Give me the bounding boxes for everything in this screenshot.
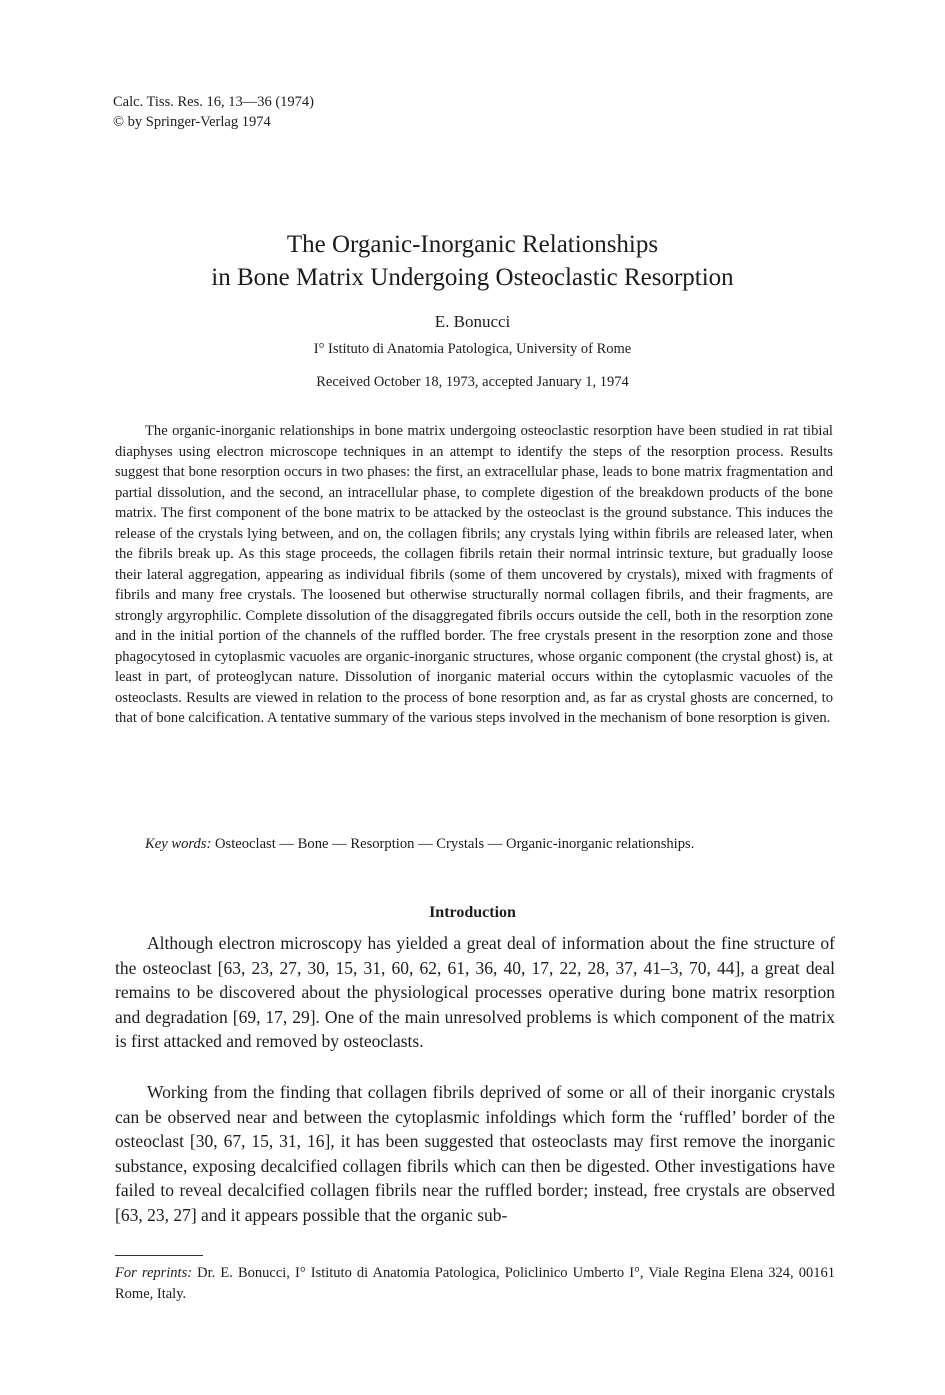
- keywords-label: Key words:: [145, 836, 212, 852]
- journal-header: [113, 92, 314, 132]
- keywords-text: Osteoclast — Bone — Resorption — Crystals — Organic-inorganic relationships.: [211, 836, 695, 852]
- introduction-paragraph-2: Working from the finding that collagen fibrils deprived of some or all of their inorganic crystals can be observed near and between the cytoplasmic infoldings which form the ‘ruffled’ border of the osteoclast [30, 67, 15, 31, 16], it has been suggested that osteoclasts may first remove the inorganic substance, exposing decalcified collagen fibrils which can then be digested. Other investigations have failed to reveal decalcified collagen fibrils near the ruffled border; instead, free crystals are observed [63, 23, 27] and it appears possible that the organic sub-: [115, 1082, 835, 1225]
- footnote-label: For reprints:: [115, 1265, 193, 1281]
- introduction-heading: Introduction: [429, 904, 516, 921]
- copyright-line: © by Springer-Verlag 1974: [113, 114, 271, 130]
- reprints-footnote: [115, 1263, 835, 1304]
- footnote-divider: [115, 1255, 203, 1256]
- title-line-2: in Bone Matrix Undergoing Osteoclastic Resorption: [211, 264, 734, 291]
- abstract: The organic-inorganic relationships in bone matrix undergoing osteoclastic resorption have been studied in rat tibial diaphyses using electron microscope techniques in an attempt to identify the steps of the resorption process. Results suggest that bone resorption occurs in two phases: the first, an extracellular phase, leads to bone matrix fragmentation and partial dissolution, and the second, an intracellular phase, to complete digestion of the breakdown products of the bone matrix. The first component of the bone matrix to be attacked by the osteoclast is the ground substance. This induces the release of the crystals lying between, and on, the collagen fibrils; any crystals lying within fibrils are released later, when the fibrils break up. As this stage proceeds, the collagen fibrils retain their normal intrinsic texture, but gradually loose their lateral aggregation, appearing as individual fibrils (some of them uncovered by crystals), mixed with fragments of fibrils and many free crystals. The loosened but otherwise structurally normal collagen fibrils, and their fragments, are strongly argyrophilic. Complete dissolution of the disaggregated fibrils occurs outside the cell, both in the resorption zone and in the initial portion of the channels of the ruffled border. The free crystals present in the resorption zone and those phagocytosed in cytoplasmic vacuoles are organic-inorganic structures, whose organic component (the crystal ghost) is, at least in part, of proteoglycan nature. Dissolution of inorganic material occurs within the cytoplasmic vacuoles of the osteoclasts. Results are viewed in relation to the process of bone resorption and, as far as crystal ghosts are concerned, to that of bone calcification. A tentative summary of the various steps involved in the mechanism of bone resorption is given.: [115, 423, 833, 726]
- author-affiliation: I° Istituto di Anatomia Patologica, University of Rome: [313, 341, 632, 357]
- introduction-paragraph-1: Although electron microscopy has yielded a great deal of information about the fine structure of the osteoclast [63, 23, 27, 30, 15, 31, 60, 62, 61, 36, 40, 17, 22, 28, 37, 41–3, 70, 44], a great deal remains to be discovered about the physiological processes operative during bone matrix resorption and degradation [69, 17, 29]. One of the main unresolved problems is which component of the matrix is first attacked and removed by osteoclasts.: [115, 933, 835, 1051]
- keywords: [115, 834, 833, 855]
- journal-citation: Calc. Tiss. Res. 16, 13—36 (1974): [113, 94, 315, 110]
- footnote-text: Dr. E. Bonucci, I° Istituto di Anatomia Patologica, Policlinico Umberto I°, Viale Regina Elena 324, 00161 Rome, Italy.: [115, 1265, 835, 1302]
- article-title: [0, 228, 945, 294]
- author-name: E. Bonucci: [434, 312, 511, 331]
- received-dates: Received October 18, 1973, accepted January 1, 1974: [316, 374, 629, 390]
- title-line-1: The Organic-Inorganic Relationships: [286, 231, 659, 258]
